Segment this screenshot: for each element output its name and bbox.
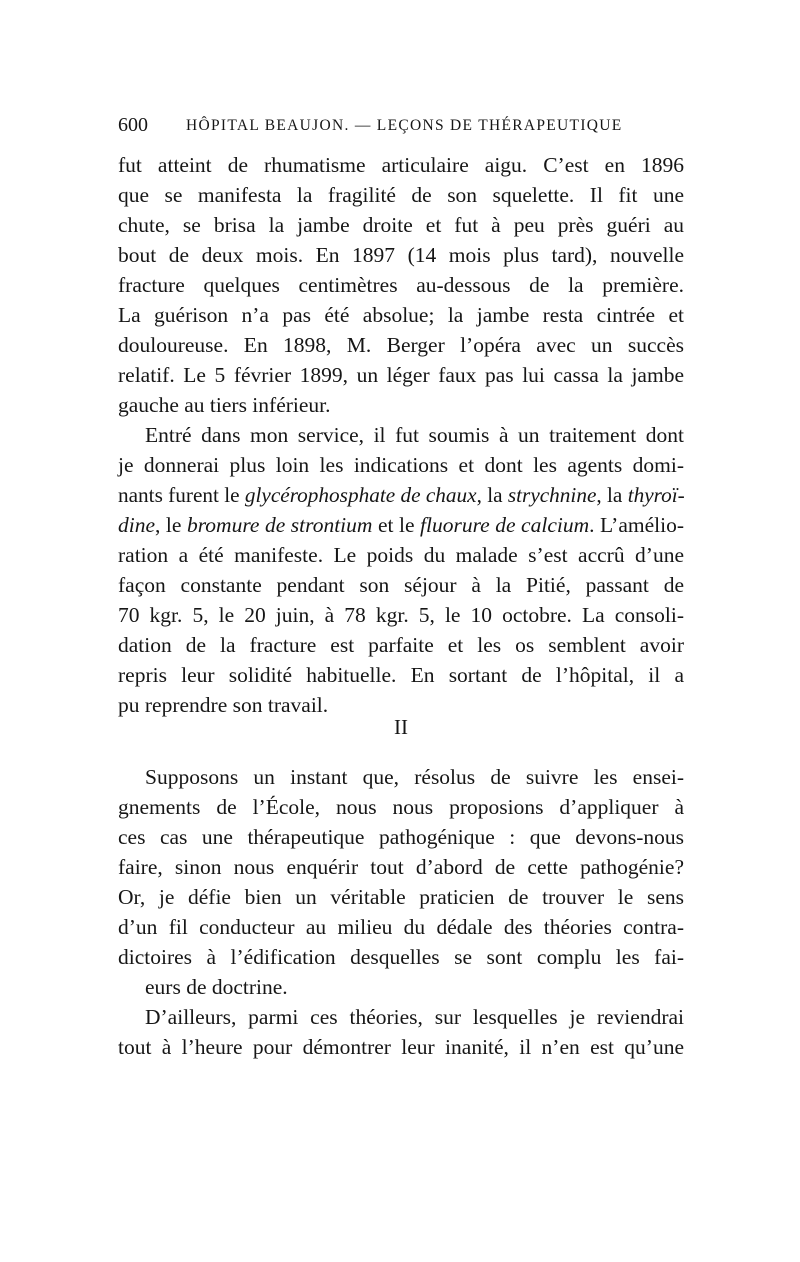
italic-term: fluorure de calcium [420, 513, 590, 537]
paragraph-1-line: gauche au tiers inférieur. [118, 393, 331, 417]
italic-term: strychnine [507, 483, 597, 507]
paragraph-2-line: dation de la fracture est parfaite et les os semblent avoir [118, 633, 684, 657]
paragraph-3-line: eurs de doctrine. [145, 975, 288, 999]
paragraph-2-line [118, 480, 684, 510]
paragraph-1-line: bout de deux mois. En 1897 (14 mois plus tard), nouvelle [118, 243, 684, 267]
running-head [118, 114, 688, 142]
paragraph-3-line: Or, je défie bien un véritable praticien de trouver le sens [118, 885, 684, 909]
paragraph-2-line: repris leur solidité habituelle. En sortant de l’hôpital, il a [118, 663, 684, 687]
paragraph-3-line: ces cas une thérapeutique pathogénique : que devons-nous [118, 825, 684, 849]
paragraph-1-line: que se manifesta la fragilité de son squelette. Il fit une [118, 183, 684, 207]
paragraph-1-line: La guérison n’a pas été absolue; la jambe resta cintrée et [118, 303, 684, 327]
paragraph-3-line: d’un fil conducteur au milieu du dédale des théories contra- [118, 915, 684, 939]
running-title: HÔPITAL BEAUJON. — LEÇONS DE THÉRAPEUTIQUE [186, 117, 623, 134]
paragraph-4-line: tout à l’heure pour démontrer leur inanité, il n’en est qu’une [118, 1035, 684, 1059]
italic-term: bromure de strontium [186, 513, 373, 537]
text-run: , la [476, 483, 508, 507]
text-run: , le [155, 513, 187, 537]
section-number: II [394, 715, 408, 739]
paragraph-2-line: façon constante pendant son séjour à la Pitié, passant de [118, 573, 684, 597]
text-run: , la [596, 483, 628, 507]
paragraph-2-line [118, 510, 684, 540]
paragraph-3-line: dictoires à l’édification desquelles se sont complu les fai- [118, 945, 684, 969]
paragraph-1-line: douloureuse. En 1898, M. Berger l’opéra avec un succès [118, 333, 684, 357]
paragraph-1-line: chute, se brisa la jambe droite et fut à peu près guéri au [118, 213, 684, 237]
paragraph-2-line: ration a été manifeste. Le poids du malade s’est accrû d’une [118, 543, 684, 567]
paragraph-2-line: Entré dans mon service, il fut soumis à un traitement dont [145, 423, 684, 447]
paragraph-1-line: fut atteint de rhumatisme articulaire aigu. C’est en 1896 [118, 153, 684, 177]
italic-term: glycérophosphate de chaux [244, 483, 477, 507]
paragraph-4-line: D’ailleurs, parmi ces théories, sur lesquelles je reviendrai [145, 1005, 684, 1029]
italic-term: thyroï- [627, 483, 685, 507]
paragraph-3-line: Supposons un instant que, résolus de suivre les ensei- [145, 765, 684, 789]
paragraph-2-line: 70 kgr. 5, le 20 juin, à 78 kgr. 5, le 10 octobre. La consoli- [118, 603, 684, 627]
page-number: 600 [118, 114, 148, 136]
paragraph-1-line: relatif. Le 5 février 1899, un léger faux pas lui cassa la jambe [118, 363, 684, 387]
paragraph-2-line: pu reprendre son travail. [118, 693, 329, 717]
paragraph-3-line: gnements de l’École, nous nous proposions d’appliquer à [118, 795, 684, 819]
text-run: . L’amélio- [589, 513, 684, 537]
paragraph-3-line: faire, sinon nous enquérir tout d’abord de cette pathogénie? [118, 855, 684, 879]
text-run: et le [372, 513, 421, 537]
paragraph-2-line: je donnerai plus loin les indications et dont les agents domi- [118, 453, 684, 477]
italic-term: dine [118, 513, 156, 537]
text-run: nants furent le [118, 483, 245, 507]
paragraph-1-line: fracture quelques centimètres au-dessous de la première. [118, 273, 684, 297]
